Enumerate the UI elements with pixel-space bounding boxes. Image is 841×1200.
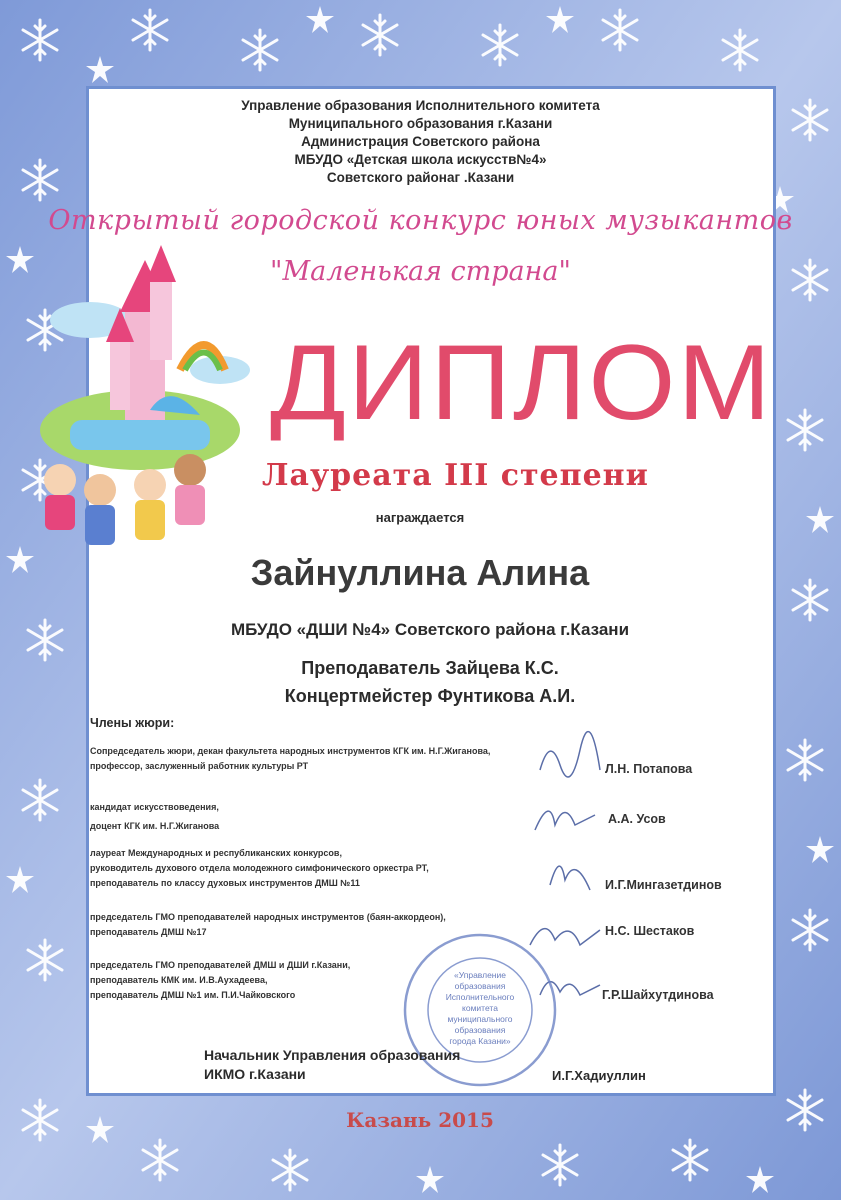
head-title-line: Начальник Управления образования [204,1047,461,1063]
jury-desc-line: преподаватель по классу духовых инструментов ДМШ №11 [90,878,360,888]
jury-desc-line: лауреат Международных и республиканских конкурсов, [90,848,342,858]
head-title-line: ИКМО г.Казани [204,1066,306,1082]
awarded-label: награждается [375,510,465,525]
jury-desc-line: Сопредседатель жюри, декан факультета народных инструментов КГК им. Н.Г.Жиганова, [90,746,491,756]
jury-desc-line: руководитель духового отдела молодежного симфонического оркестра РТ, [90,863,429,873]
castle-illustration [30,240,260,570]
jury-member-2-name: А.А. Усов [608,812,666,826]
jury-desc-line: преподаватель ДМШ №17 [90,927,207,937]
school-name: МБУДО «ДШИ №4» Советского района г.Казани [230,620,630,639]
jury-member-5-name: Г.Р.Шайхутдинова [602,988,714,1002]
stamp-line: муниципального [447,1014,513,1024]
laureate-degree: Лауреата III степени [262,458,649,493]
stamp-line: образования [454,981,506,991]
jury-desc-line: преподаватель ДМШ №1 им. П.И.Чайковского [90,990,296,1000]
jury-desc-line: председатель ГМО преподавателей ДМШ и ДШИ г.Казани, [90,960,351,970]
header-line-4: МБУДО «Детская школа искусств№4» [294,152,547,167]
jury-member-4-desc [90,910,446,940]
jury-member-5-desc [90,958,350,1003]
jury-title: Члены жюри: [90,716,175,730]
contest-name: "Маленькая страна" [270,256,571,287]
jury-member-3-name: И.Г.Мингазетдинов [605,878,722,892]
teacher-line: Преподаватель Зайцева К.С. [301,658,559,678]
stamp-line: комитета [462,1003,498,1013]
jury-desc-line: доцент КГК им. Н.Г.Жиганова [90,821,220,831]
header-line-1: Управление образования Исполнительного комитета [241,98,600,113]
contest-title: Открытый городской конкурс юных музыкантов [48,205,793,236]
jury-desc-line: председатель ГМО преподавателей народных инструментов (баян-аккордеон), [90,912,446,922]
jury-member-3-desc [90,846,429,891]
head-name: И.Г.Хадиуллин [552,1068,646,1083]
stamp-line: образования [454,1025,506,1035]
header-line-5: Советского районаг .Казани [326,170,515,185]
stamp-line: Исполнительного [445,992,515,1002]
city-year: Казань 2015 [346,1108,494,1132]
jury-desc-line: профессор, заслуженный работник культуры РТ [90,761,309,771]
jury-member-2-desc [90,800,219,834]
jury-desc-line: преподаватель КМК им. И.В.Аухадеева, [90,975,268,985]
jury-desc-line: кандидат искусствоведения, [90,802,219,812]
stamp-line: города Казани» [449,1036,511,1046]
diploma-title: ДИПЛОМ [270,323,773,442]
accompanist-line: Концертмейстер Фунтикова А.И. [284,686,576,706]
stamp-line: «Управление [454,970,506,980]
head-title [204,1046,460,1084]
jury-member-4-name: Н.С. Шестаков [605,924,695,938]
jury-member-1-name: Л.Н. Потапова [605,762,693,776]
header-line-2: Муниципального образования г.Казани [288,116,553,131]
student-name: Зайнуллина Алина [250,552,590,593]
jury-member-1-desc [90,744,490,774]
header-line-3: Администрация Советского района [301,134,540,149]
